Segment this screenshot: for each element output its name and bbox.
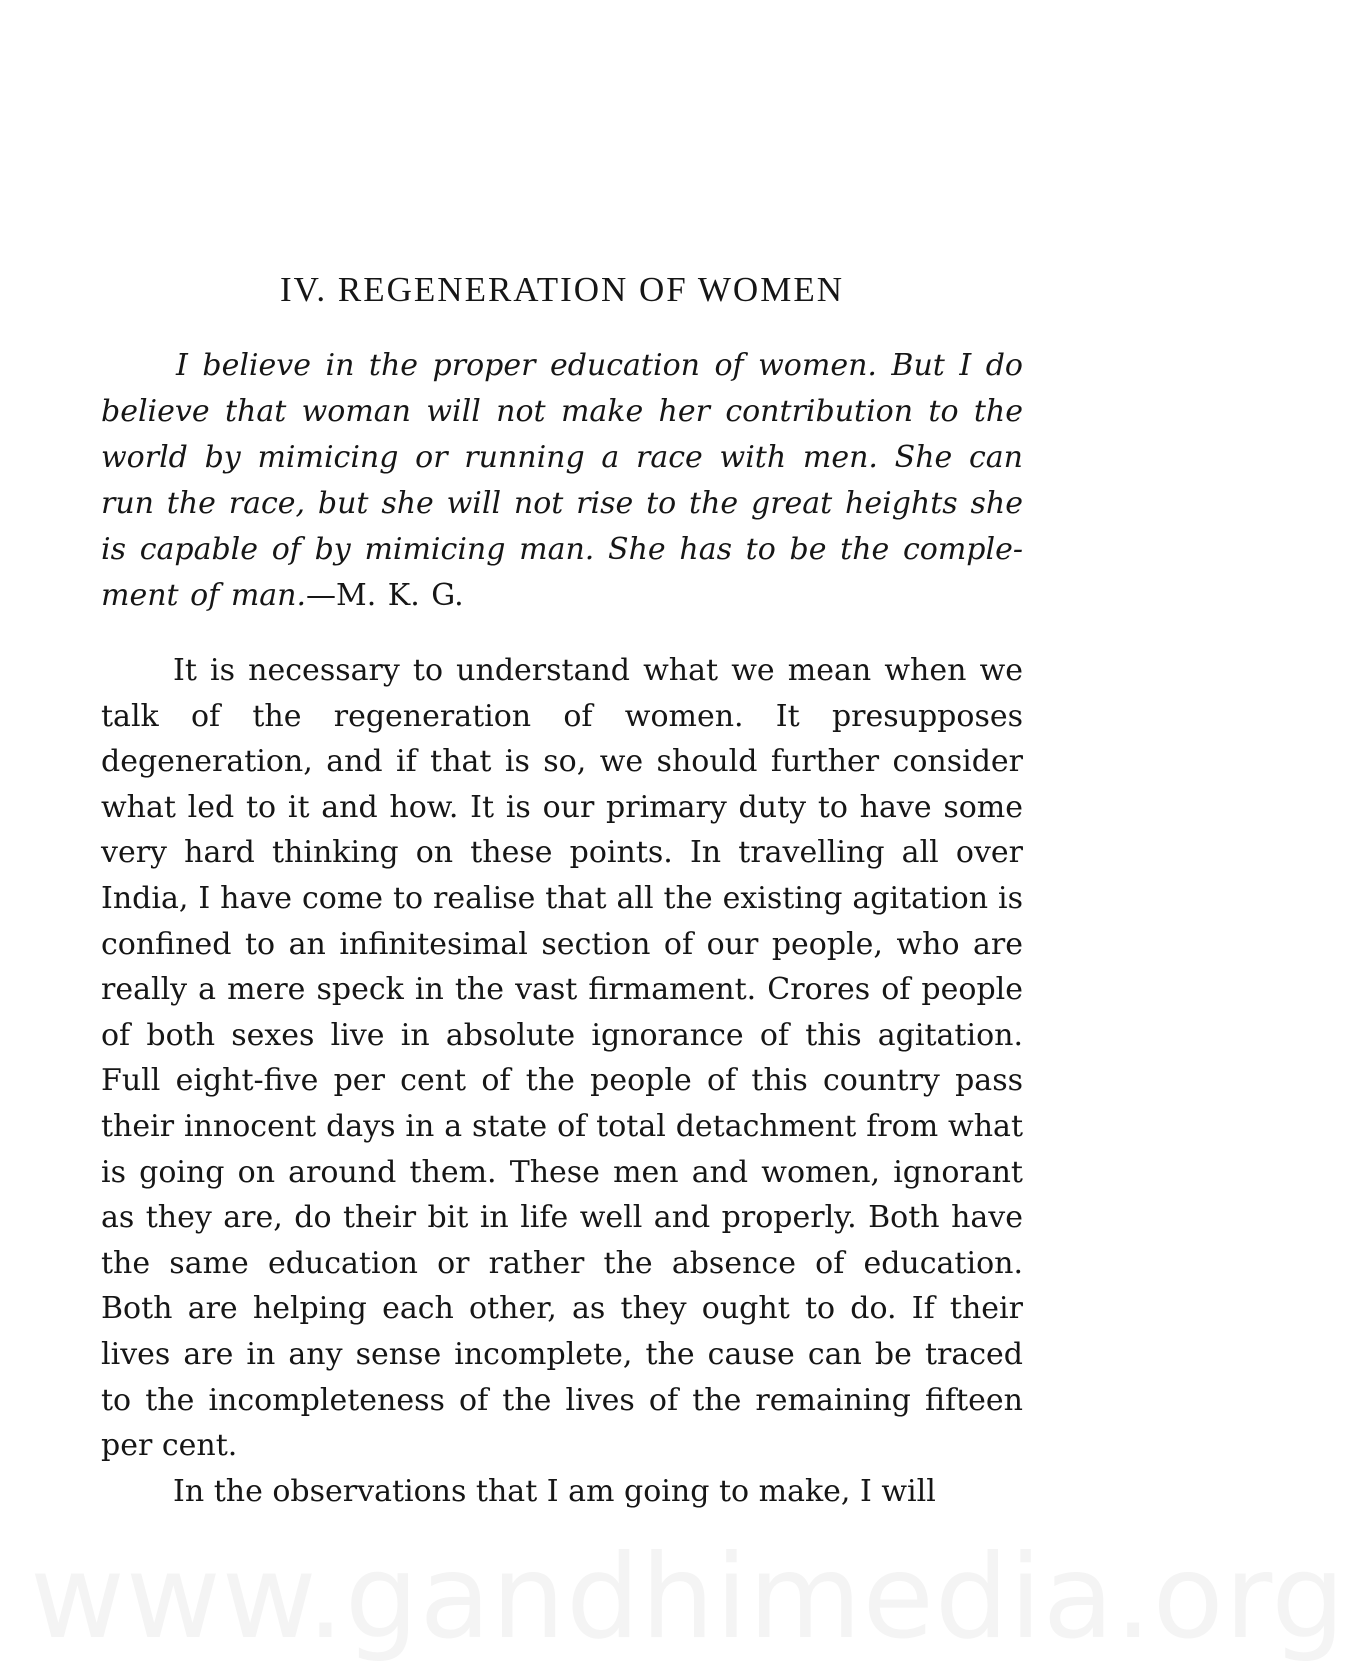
watermark: www.gandhimedia.org [30, 1530, 1346, 1665]
body-text [101, 648, 1023, 1514]
body-paragraph: In the observations that I am going to make, I will [173, 1473, 936, 1509]
epigraph [101, 343, 1023, 619]
body-paragraph: It is necessary to understand what we mean when we talk of the regeneration of women. It presupposes degeneration, and if that is so, we should further consider what led to it and how. It is our primary duty to have some very hard thinking on these points. In travelling all over India, I have come to realise that all the existing agitation is confined to an infinitesimal section of our people, who are really a mere speck in the vast firmament. Crores of people of both sexes live in absolute ignorance of this agitation. Full eight-five per cent of the people of this country pass their innocent days in a state of total detachment from what is going on around them. These men and women, ignorant as they are, do their bit in life well and properly. Both have the same education or rather the absence of education. Both are helping each other, as they ought to do. If their lives are in any sense incomplete, the cause can be traced to the incompleteness of the lives of the remaining fifteen per cent. [101, 653, 1023, 1464]
epigraph-text: I believe in the proper education of women. But I do believe that woman will not make her contribution to the world by mimicing or running a race with men. She can run the race, but she will not rise to the great heights she is capable of by mimicing man. She has to be the comple-ment of man. [101, 348, 1023, 613]
epigraph-attribution: —M. K. G. [306, 578, 464, 613]
chapter-title: IV. REGENERATION OF WOMEN [280, 270, 844, 309]
book-page [101, 0, 1023, 1662]
